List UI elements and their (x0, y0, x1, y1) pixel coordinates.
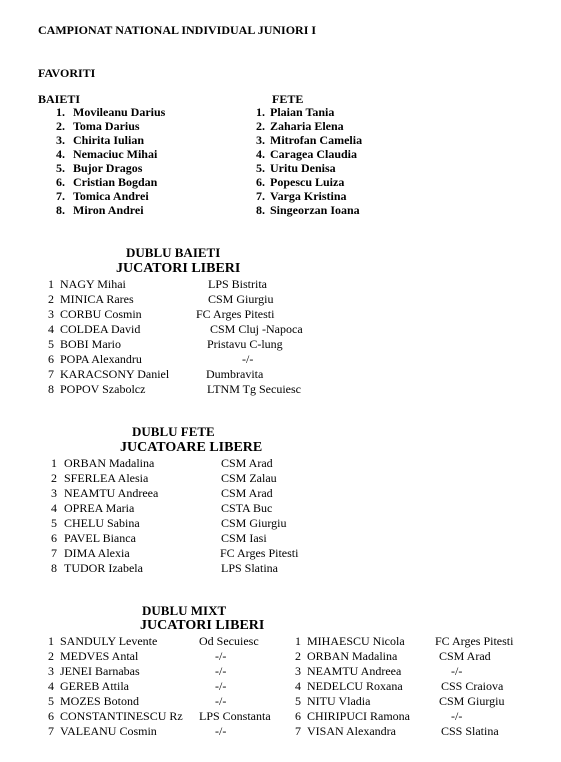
player-name: Singeorzan Ioana (270, 203, 360, 217)
table-row (48, 679, 308, 694)
player-number: 6 (48, 352, 54, 366)
table-row (48, 337, 308, 352)
player-name: CORBU Cosmin (60, 307, 142, 321)
player-name: Popescu Luiza (270, 175, 345, 189)
player-club: -/- (451, 664, 463, 678)
table-row (48, 709, 308, 724)
player-club: -/- (215, 664, 227, 678)
player-name: BOBI Mario (60, 337, 121, 351)
player-name: MIHAESCU Nicola (307, 634, 405, 648)
player-club: CSM Iasi (221, 531, 267, 545)
player-number: 5 (48, 694, 54, 708)
table-row (51, 516, 311, 531)
player-club: CSM Arad (439, 649, 491, 663)
player-name: Toma Darius (73, 119, 140, 133)
player-club: LPS Bistrita (208, 277, 268, 291)
list-item (256, 189, 476, 203)
player-number: 4 (51, 501, 57, 515)
player-name: NEAMTU Andreea (64, 486, 159, 500)
dublu-mixt-baieti-list (48, 634, 308, 739)
table-row (48, 634, 308, 649)
table-row (48, 367, 308, 382)
list-item (256, 147, 476, 161)
item-number: 7. (256, 189, 265, 203)
player-number: 5 (51, 516, 57, 530)
table-row (295, 694, 555, 709)
table-row (51, 456, 311, 471)
favoriti-baieti-list (56, 105, 276, 217)
table-row (295, 709, 555, 724)
list-item (56, 133, 276, 147)
player-number: 3 (51, 486, 57, 500)
player-number: 1 (51, 456, 57, 470)
player-number: 7 (48, 367, 54, 381)
player-name: Cristian Bogdan (73, 175, 158, 189)
item-number: 5. (256, 161, 265, 175)
favoriti-fete-list (256, 105, 476, 217)
player-name: Varga Kristina (270, 189, 347, 203)
player-club: -/- (215, 694, 227, 708)
player-number: 7 (295, 724, 301, 738)
item-number: 1. (256, 105, 265, 119)
player-name: VISAN Alexandra (307, 724, 396, 738)
player-name: MEDVES Antal (60, 649, 139, 663)
table-row (48, 277, 308, 292)
player-name: SANDULY Levente (60, 634, 158, 648)
baieti-label: BAIETI (38, 92, 81, 106)
player-number: 2 (48, 649, 54, 663)
player-number: 5 (295, 694, 301, 708)
item-number: 8. (256, 203, 265, 217)
player-number: 4 (48, 322, 54, 336)
player-club: Pristavu C-lung (207, 337, 283, 351)
player-club: -/- (215, 724, 227, 738)
player-name: CHIRIPUCI Ramona (307, 709, 410, 723)
table-row (51, 501, 311, 516)
table-row (48, 664, 308, 679)
dublu-fete-heading: DUBLU FETE (132, 424, 215, 439)
player-number: 2 (51, 471, 57, 485)
player-name: Caragea Claudia (270, 147, 357, 161)
player-club: CSM Cluj -Napoca (210, 322, 303, 336)
dublu-baieti-subheading: JUCATORI LIBERI (116, 261, 241, 276)
player-club: CSS Slatina (441, 724, 499, 738)
player-club: CSM Giurgiu (439, 694, 505, 708)
player-club: Dumbravita (206, 367, 264, 381)
table-row (48, 307, 308, 322)
player-number: 6 (295, 709, 301, 723)
player-name: DIMA Alexia (64, 546, 130, 560)
player-name: Movileanu Darius (73, 105, 166, 119)
table-row (51, 471, 311, 486)
player-club: -/- (242, 352, 254, 366)
table-row (48, 694, 308, 709)
item-number: 2. (256, 119, 265, 133)
player-club: FC Arges Pitesti (220, 546, 299, 560)
player-club: CSM Giurgiu (221, 516, 287, 530)
player-number: 5 (48, 337, 54, 351)
table-row (51, 546, 311, 561)
list-item (56, 203, 276, 217)
item-number: 4. (56, 147, 65, 161)
player-number: 1 (295, 634, 301, 648)
player-name: POPA Alexandru (60, 352, 142, 366)
player-number: 3 (48, 307, 54, 321)
table-row (48, 724, 308, 739)
dublu-baieti-list (48, 277, 308, 397)
list-item (56, 189, 276, 203)
item-number: 2. (56, 119, 65, 133)
list-item (256, 105, 476, 119)
player-name: COLDEA David (60, 322, 141, 336)
list-item (56, 105, 276, 119)
player-name: NEAMTU Andreea (307, 664, 402, 678)
player-name: ORBAN Madalina (307, 649, 398, 663)
item-number: 5. (56, 161, 65, 175)
player-number: 6 (48, 709, 54, 723)
player-number: 4 (48, 679, 54, 693)
player-club: LPS Slatina (221, 561, 279, 575)
table-row (295, 724, 555, 739)
dublu-fete-list (51, 456, 311, 576)
page-title: CAMPIONAT NATIONAL INDIVIDUAL JUNIORI I (38, 23, 317, 37)
item-number: 6. (256, 175, 265, 189)
list-item (256, 175, 476, 189)
table-row (48, 292, 308, 307)
player-name: Zaharia Elena (270, 119, 344, 133)
player-name: SFERLEA Alesia (64, 471, 149, 485)
player-name: CHELU Sabina (64, 516, 140, 530)
player-club: Od Secuiesc (199, 634, 259, 648)
player-club: -/- (215, 649, 227, 663)
list-item (256, 133, 476, 147)
player-name: Plaian Tania (270, 105, 335, 119)
player-name: Tomica Andrei (73, 189, 149, 203)
favoriti-label: FAVORITI (38, 66, 96, 80)
table-row (295, 679, 555, 694)
player-name: PAVEL Bianca (64, 531, 136, 545)
player-name: OPREA Maria (64, 501, 135, 515)
list-item (256, 161, 476, 175)
list-item (256, 203, 476, 217)
player-number: 4 (295, 679, 301, 693)
dublu-mixt-subheading: JUCATORI LIBERI (140, 618, 265, 633)
player-number: 2 (295, 649, 301, 663)
item-number: 3. (256, 133, 265, 147)
item-number: 7. (56, 189, 65, 203)
player-number: 8 (48, 382, 54, 396)
table-row (51, 486, 311, 501)
table-row (51, 531, 311, 546)
list-item (56, 161, 276, 175)
item-number: 4. (256, 147, 265, 161)
player-number: 7 (48, 724, 54, 738)
table-row (295, 664, 555, 679)
player-name: VALEANU Cosmin (60, 724, 157, 738)
player-name: Uritu Denisa (270, 161, 336, 175)
table-row (48, 322, 308, 337)
list-item (56, 175, 276, 189)
player-name: NITU Vladia (307, 694, 371, 708)
player-number: 1 (48, 634, 54, 648)
player-club: CSM Zalau (221, 471, 277, 485)
player-club: LPS Constanta (199, 709, 271, 723)
player-name: MINICA Rares (60, 292, 134, 306)
player-name: Bujor Dragos (73, 161, 143, 175)
dublu-fete-subheading: JUCATOARE LIBERE (120, 440, 263, 455)
player-name: KARACSONY Daniel (60, 367, 170, 381)
player-number: 1 (48, 277, 54, 291)
item-number: 3. (56, 133, 65, 147)
table-row (295, 634, 555, 649)
player-name: POPOV Szabolcz (60, 382, 146, 396)
player-club: -/- (215, 679, 227, 693)
player-number: 6 (51, 531, 57, 545)
table-row (48, 352, 308, 367)
player-club: CSTA Buc (221, 501, 273, 515)
player-club: FC Arges Pitesti (435, 634, 514, 648)
dublu-mixt-fete-list (295, 634, 555, 739)
player-number: 3 (295, 664, 301, 678)
player-name: JENEI Barnabas (60, 664, 140, 678)
item-number: 8. (56, 203, 65, 217)
player-name: Nemaciuc Mihai (73, 147, 158, 161)
player-club: CSM Arad (221, 456, 273, 470)
player-club: FC Arges Pitesti (196, 307, 275, 321)
player-name: GEREB Attila (60, 679, 129, 693)
player-name: NEDELCU Roxana (307, 679, 403, 693)
fete-label: FETE (272, 92, 304, 106)
player-name: Chirita Iulian (73, 133, 145, 147)
table-row (295, 649, 555, 664)
list-item (256, 119, 476, 133)
table-row (48, 382, 308, 397)
player-club: LTNM Tg Secuiesc (207, 382, 301, 396)
player-name: Mitrofan Camelia (270, 133, 363, 147)
dublu-baieti-heading: DUBLU BAIETI (126, 245, 221, 260)
player-name: MOZES Botond (60, 694, 140, 708)
player-number: 7 (51, 546, 57, 560)
player-number: 8 (51, 561, 57, 575)
list-item (56, 147, 276, 161)
player-number: 3 (48, 664, 54, 678)
player-name: TUDOR Izabela (64, 561, 143, 575)
player-club: -/- (451, 709, 463, 723)
player-number: 2 (48, 292, 54, 306)
dublu-mixt-heading: DUBLU MIXT (142, 603, 227, 618)
table-row (48, 649, 308, 664)
list-item (56, 119, 276, 133)
item-number: 6. (56, 175, 65, 189)
player-name: Miron Andrei (73, 203, 144, 217)
player-name: CONSTANTINESCU Rz (60, 709, 183, 723)
table-row (51, 561, 311, 576)
player-club: CSM Arad (221, 486, 273, 500)
player-name: ORBAN Madalina (64, 456, 155, 470)
item-number: 1. (56, 105, 65, 119)
player-name: NAGY Mihai (60, 277, 126, 291)
player-club: CSM Giurgiu (208, 292, 274, 306)
player-club: CSS Craiova (441, 679, 504, 693)
